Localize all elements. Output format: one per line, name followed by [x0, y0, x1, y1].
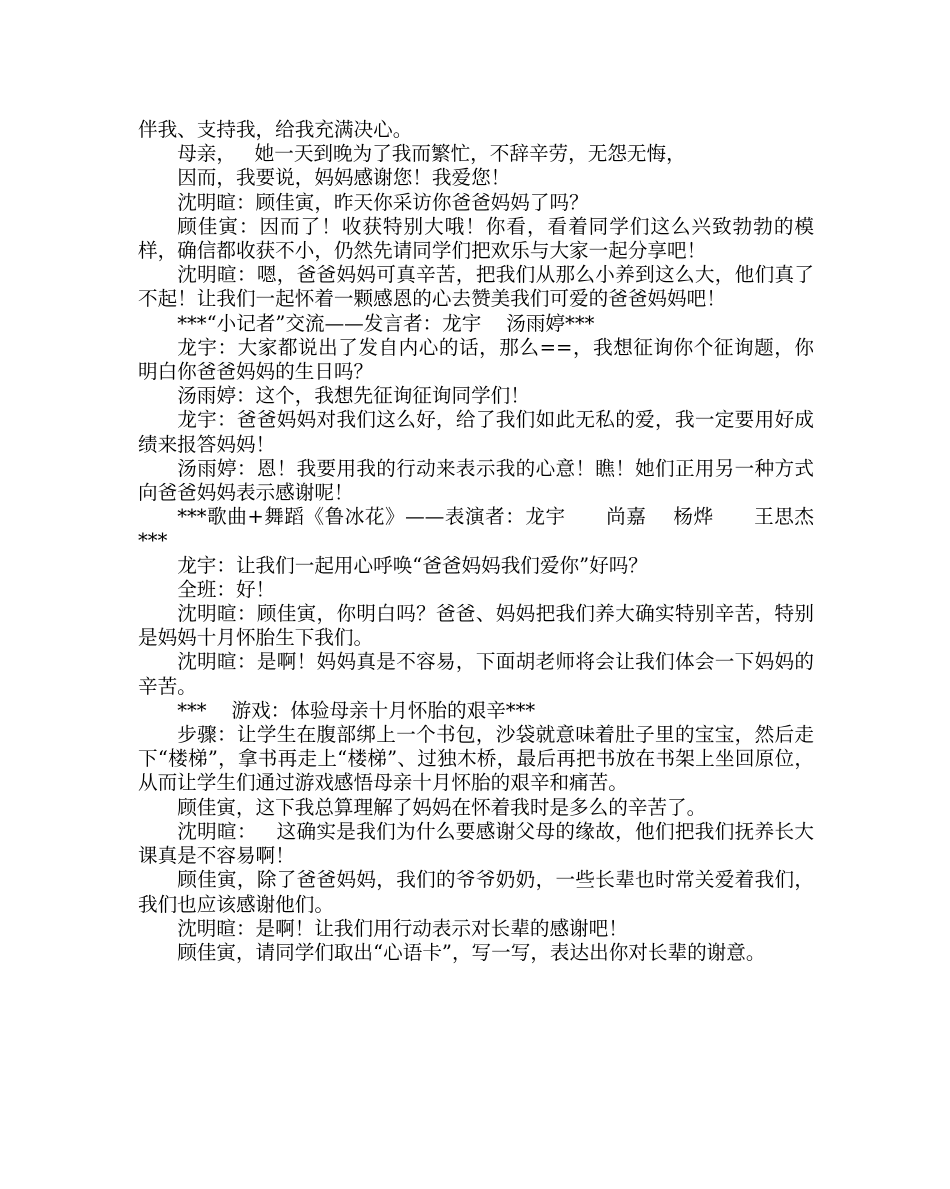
dialogue-line: 汤雨婷：恩！我要用我的行动来表示我的心意！瞧！她们正用另一种方式向爸爸妈妈表示感谢呢！: [138, 456, 814, 505]
dialogue-line: 全班：好！: [177, 577, 276, 601]
dialogue-line: 沈明暄：是啊！让我们用行动表示对长辈的感谢吧！: [177, 916, 628, 940]
section-heading: ***歌曲+舞蹈《鲁冰花》——表演者：龙宇 尚嘉 杨烨 王思杰 ***: [138, 505, 821, 553]
paragraph: 因而，我要说，妈妈感谢您！我爱您！: [177, 166, 511, 190]
dialogue-line: 龙宇：爸爸妈妈对我们这么好，给了我们如此无私的爱，我一定要用好成绩来报答妈妈！: [138, 408, 814, 456]
dialogue-line: 沈明暄：顾佳寅，昨天你采访你爸爸妈妈了吗？: [177, 190, 589, 214]
dialogue-line: 顾佳寅，这下我总算理解了妈妈在怀着我时是多么的辛苦了。: [177, 795, 707, 819]
dialogue-line: 龙宇：大家都说出了发自内心的话，那么==，我想征询你个征询题，你明白你爸爸妈妈的生日吗？: [138, 335, 814, 384]
section-heading: *** 游戏：体验母亲十月怀胎的艰辛***: [177, 698, 536, 722]
paragraph-continuation: 伴我、支持我，给我充满决心。: [138, 118, 413, 141]
section-heading: ***“小记者”交流——发言者：龙宇 汤雨婷***: [177, 311, 595, 335]
dialogue-line: 顾佳寅，除了爸爸妈妈，我们的爷爷奶奶，一些长辈也时常关爱着我们，我们也应该感谢他们。: [138, 868, 814, 916]
dialogue-line: 沈明暄：嗯，爸爸妈妈可真辛苦，把我们从那么小养到这么大，他们真了不起！让我们一起怀着一颗感恩的心去赞美我们可爱的爸爸妈妈吧！: [138, 263, 814, 311]
document-page: [138, 118, 821, 965]
dialogue-line: 顾佳寅：因而了！收获特别大哦！你看，看着同学们这么兴致勃勃的模样，确信都收获不小，仍然先请同学们把欢乐与大家一起分享吧！: [138, 214, 814, 263]
dialogue-line: 顾佳寅，请同学们取出“心语卡”，写一写，表达出你对长辈的谢意。: [177, 940, 766, 964]
dialogue-line: 沈明暄： 这确实是我们为什么要感谢父母的缘故，他们把我们抚养长大课真是不容易啊！: [138, 819, 814, 868]
dialogue-line: 沈明暄：顾佳寅，你明白吗？爸爸、妈妈把我们养大确实特别辛苦，特别是妈妈十月怀胎生下我们。: [138, 602, 814, 650]
instruction-paragraph: 步骤：让学生在腹部绑上一个书包，沙袋就意味着肚子里的宝宝，然后走下“楼梯”，拿书再走上“楼梯”、过独木桥，最后再把书放在书架上坐回原位，从而让学生们通过游戏感悟母亲十月怀胎的艰辛和痛苦。: [138, 723, 814, 795]
dialogue-line: 沈明暄：是啊！妈妈真是不容易，下面胡老师将会让我们体会一下妈妈的辛苦。: [138, 650, 814, 698]
paragraph: 母亲， 她一天到晚为了我而繁忙，不辞辛劳，无怨无悔，: [177, 142, 686, 166]
dialogue-line: 汤雨婷：这个，我想先征询征询同学们！: [177, 384, 530, 408]
dialogue-line: 龙宇：让我们一起用心呼唤“爸爸妈妈我们爱你”好吗？: [177, 553, 648, 577]
